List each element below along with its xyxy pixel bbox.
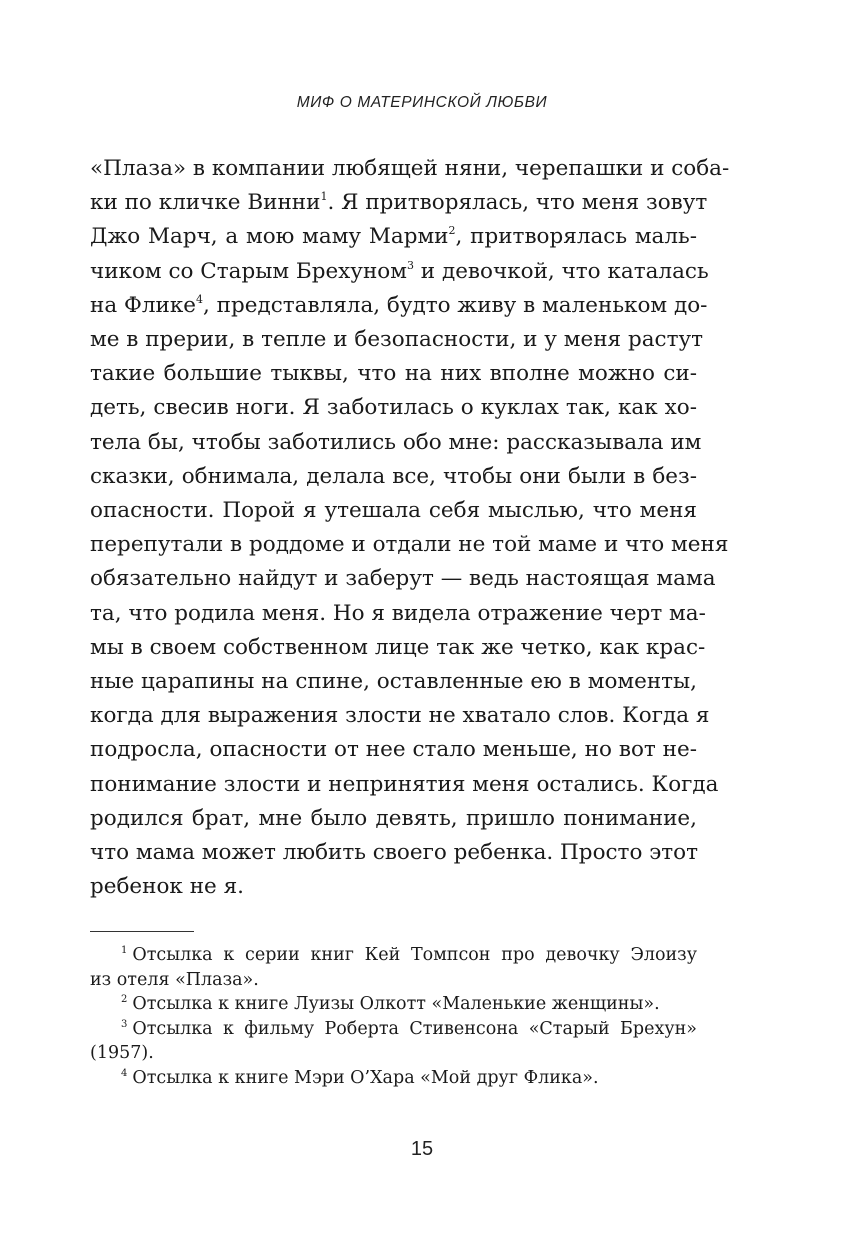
footnote-ref-2: 2 bbox=[448, 224, 456, 238]
footnote-text: Отсылка к книге Луизы Олкотт «Маленькие женщины». bbox=[132, 994, 660, 1014]
text-line: ные царапины на спине, оставленные ею в моменты, bbox=[90, 669, 697, 695]
text-line: та, что родила меня. Но я видела отражение черт ма- bbox=[90, 600, 706, 626]
page-number: 15 bbox=[410, 1138, 434, 1160]
text-line: подросла, опасности от нее стало меньше, но вот не- bbox=[90, 737, 697, 763]
text-line bbox=[90, 289, 708, 323]
footnotes bbox=[90, 943, 697, 1090]
text-line: ребенок не я. bbox=[90, 874, 244, 900]
footnote-ref-4: 4 bbox=[195, 292, 203, 306]
footnote-3 bbox=[90, 1017, 697, 1042]
footnote-mark: 3 bbox=[121, 1018, 128, 1030]
footnote-ref-1: 1 bbox=[320, 190, 328, 204]
text-line bbox=[90, 220, 697, 254]
footnote-mark: 4 bbox=[121, 1067, 128, 1079]
footnote-1-continuation: из отеля «Плаза». bbox=[90, 969, 259, 990]
text-line: что мама может любить своего ребенка. Просто этот bbox=[90, 840, 698, 866]
footnote-3-continuation: (1957). bbox=[90, 1043, 154, 1063]
text-line: ме в прерии, в тепле и безопасности, и у меня растут bbox=[90, 327, 704, 353]
footnote-mark: 1 bbox=[121, 945, 128, 956]
text-run: ки по кличке Винни bbox=[90, 190, 321, 216]
footnote-text: Отсылка к книге Мэри О’Хара «Мой друг Флика». bbox=[132, 1067, 599, 1088]
text-run: , притворялась маль- bbox=[455, 224, 697, 250]
running-head: МИФ О МАТЕРИНСКОЙ ЛЮБВИ bbox=[296, 94, 548, 111]
text-line: опасности. Порой я утешала себя мыслью, что меня bbox=[90, 498, 697, 524]
text-line: тела бы, чтобы заботились обо мне: рассказывала им bbox=[90, 429, 702, 455]
text-run: Джо Марч, а мою маму Марми bbox=[90, 224, 449, 250]
text-line: «Плаза» в компании любящей няни, черепашки и соба- bbox=[90, 156, 730, 181]
footnote-4 bbox=[90, 1066, 697, 1091]
text-line: деть, свесив ноги. Я заботилась о куклах так, как хо- bbox=[90, 395, 697, 421]
text-line: родился брат, мне было девять, пришло понимание, bbox=[90, 805, 697, 831]
text-run: , представляла, будто живу в маленьком до- bbox=[202, 292, 708, 318]
text-line: перепутали в роддоме и отдали не той маме и что меня bbox=[90, 532, 729, 558]
text-line: сказки, обнимала, делала все, чтобы они были в без- bbox=[90, 463, 697, 489]
text-line bbox=[90, 186, 708, 220]
text-run: чиком со Старым Брехуном bbox=[90, 258, 407, 284]
footnote-separator bbox=[90, 931, 194, 932]
footnote-ref-3: 3 bbox=[406, 258, 414, 272]
text-line: обязательно найдут и заберут — ведь настоящая мама bbox=[90, 566, 716, 592]
footnote-text: Отсылка к фильму Роберта Стивенсона «Старый Брехун» bbox=[132, 1018, 697, 1039]
text-run: и девочкой, что каталась bbox=[413, 258, 709, 284]
text-line: понимание злости и непринятия меня остались. Когда bbox=[90, 771, 719, 797]
footnote-1 bbox=[90, 943, 697, 968]
text-run: . Я притворялась, что меня зовут bbox=[327, 190, 708, 216]
footnote-text: Отсылка к серии книг Кей Томпсон про девочку Элоизу bbox=[132, 945, 697, 965]
text-run: на Флике bbox=[90, 292, 196, 318]
text-line bbox=[90, 255, 709, 289]
text-line: когда для выражения злости не хватало слов. Когда я bbox=[90, 703, 710, 729]
body-text bbox=[90, 152, 730, 904]
footnote-2 bbox=[90, 992, 697, 1017]
footnote-mark: 2 bbox=[121, 994, 128, 1005]
text-line: такие большие тыквы, что на них вполне можно си- bbox=[90, 361, 697, 387]
text-line: мы в своем собственном лице так же четко, как крас- bbox=[90, 634, 706, 660]
